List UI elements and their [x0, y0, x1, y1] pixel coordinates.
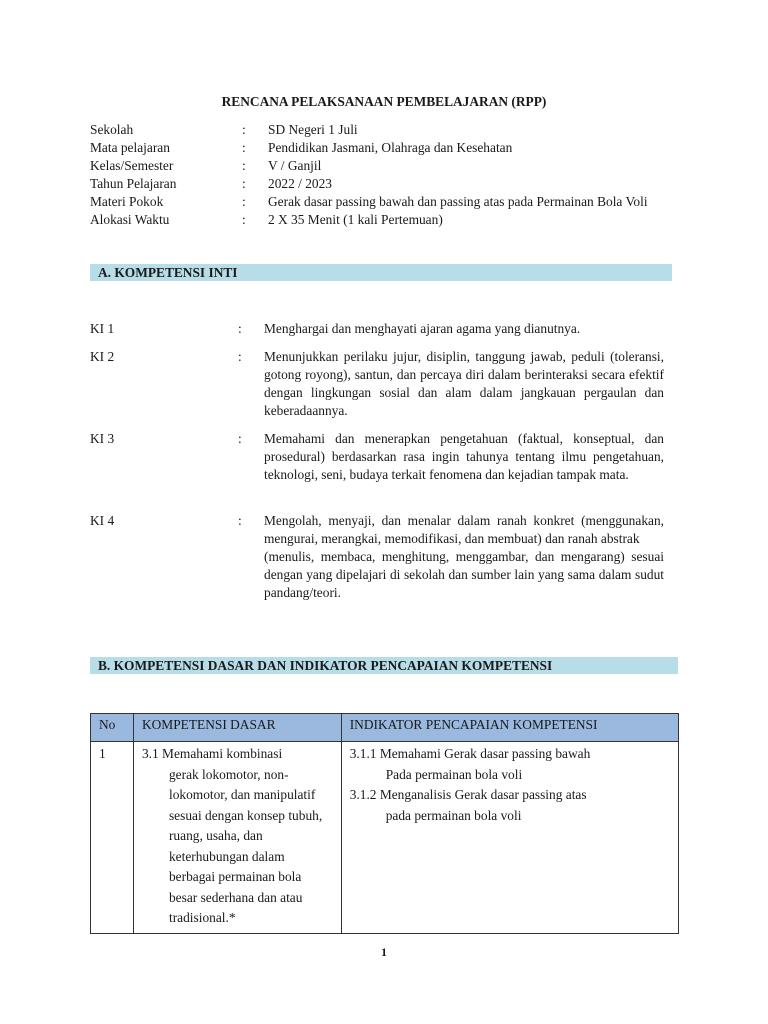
ki-colon: : — [238, 349, 242, 364]
info-label: Tahun Pelajaran — [90, 176, 177, 191]
kompetensi-dasar-table — [90, 713, 679, 934]
kd-first-line: 3.1 Memahami kombinasi — [141, 746, 283, 761]
ki-text — [264, 320, 664, 338]
ki-label: KI 3 — [90, 431, 115, 446]
ki-colon: : — [238, 431, 242, 446]
cell-kompetensi-dasar — [133, 742, 341, 934]
ki-label: KI 1 — [90, 321, 115, 336]
ki-item-4 — [90, 512, 664, 602]
info-row-tahun-pelajaran — [90, 175, 680, 193]
ki-line: Menunjukkan perilaku jujur, disiplin, tanggung jawab, peduli (toleransi, gotong royong), santun, dan percaya diri dalam berinteraksi secara efektif dengan lingkungan sosial dan alam dalam jangkauan pergaulan dan keberadaannya. — [264, 349, 664, 418]
indicator-1-rest: Pada permainan bola voli — [385, 766, 523, 782]
ki-text — [264, 512, 664, 602]
kd-continuation: gerak lokomotor, non-lokomotor, dan manipulatif sesuai dengan konsep tubuh, ruang, usaha, dan keterhubungan dalam berbagai permainan bola besar sederhana dan atau tradisional.* — [168, 766, 323, 925]
info-row-sekolah — [90, 121, 680, 139]
ki-text — [264, 348, 664, 420]
header-no: No — [91, 714, 134, 742]
ki-item-1 — [90, 320, 664, 338]
section-heading-kompetensi-dasar: B. KOMPETENSI DASAR DAN INDIKATOR PENCAPAIAN KOMPETENSI — [90, 657, 678, 674]
info-label: Mata pelajaran — [90, 140, 170, 155]
info-colon: : — [242, 158, 246, 173]
ki-text — [264, 430, 664, 484]
info-label: Materi Pokok — [90, 194, 164, 209]
info-value: 2 X 35 Menit (1 kali Pertemuan) — [268, 212, 443, 227]
info-value: Gerak dasar passing bawah dan passing atas pada Permainan Bola Voli — [268, 194, 648, 209]
ki-label: KI 4 — [90, 513, 115, 528]
page-number: 1 — [381, 945, 387, 959]
info-value: SD Negeri 1 Juli — [268, 122, 358, 137]
header-indikator: INDIKATOR PENCAPAIAN KOMPETENSI — [341, 714, 678, 742]
document-title: RENCANA PELAKSANAAN PEMBELAJARAN (RPP) — [221, 94, 547, 109]
info-label: Alokasi Waktu — [90, 212, 170, 227]
indicator-2-rest: pada permainan bola voli — [385, 807, 522, 823]
info-colon: : — [242, 140, 246, 155]
info-row-alokasi-waktu — [90, 211, 680, 229]
table-row — [91, 742, 679, 934]
info-label: Kelas/Semester — [90, 158, 174, 173]
info-colon: : — [242, 212, 246, 227]
section-heading-kompetensi-inti: A. KOMPETENSI INTI — [90, 264, 672, 281]
ki-label: KI 2 — [90, 349, 115, 364]
info-row-kelas-semester — [90, 157, 680, 175]
info-colon: : — [242, 194, 246, 209]
info-colon: : — [242, 176, 246, 191]
ki-line: Mengolah, menyaji, dan menalar dalam ranah konkret (menggunakan, mengurai, merangkai, memodifikasi, dan membuat) dan ranah abstrak — [264, 513, 664, 546]
info-label: Sekolah — [90, 122, 134, 137]
ki-line: (menulis, membaca, menghitung, menggambar, dan mengarang) sesuai dengan yang dipelajari di sekolah dan sumber lain yang sama dalam sudut pandang/teori. — [264, 549, 664, 600]
ki-line: Menghargai dan menghayati ajaran agama yang dianutnya. — [264, 321, 581, 336]
indicator-2-first: 3.1.2 Menganalisis Gerak dasar passing atas — [349, 787, 587, 802]
header-kompetensi-dasar: KOMPETENSI DASAR — [133, 714, 341, 742]
cell-no: 1 — [91, 742, 134, 934]
info-value: Pendidikan Jasmani, Olahraga dan Kesehatan — [268, 140, 513, 155]
ki-item-2 — [90, 348, 664, 420]
info-row-mata-pelajaran — [90, 139, 680, 157]
info-colon: : — [242, 122, 246, 137]
info-row-materi-pokok — [90, 193, 680, 211]
identity-info — [90, 121, 680, 229]
ki-item-3 — [90, 430, 664, 484]
info-value: 2022 / 2023 — [268, 176, 332, 191]
indicator-1-first: 3.1.1 Memahami Gerak dasar passing bawah — [349, 746, 591, 761]
cell-indikator — [341, 742, 678, 934]
ki-colon: : — [238, 513, 242, 528]
ki-line: Memahami dan menerapkan pengetahuan (faktual, konseptual, dan prosedural) berdasarkan rasa ingin tahunya tentang ilmu pengetahuan, teknologi, seni, budaya terkait fenomena dan kejadian tampak mata. — [264, 431, 664, 482]
ki-colon: : — [238, 321, 242, 336]
table-header-row — [91, 714, 679, 742]
info-value: V / Ganjil — [268, 158, 322, 173]
